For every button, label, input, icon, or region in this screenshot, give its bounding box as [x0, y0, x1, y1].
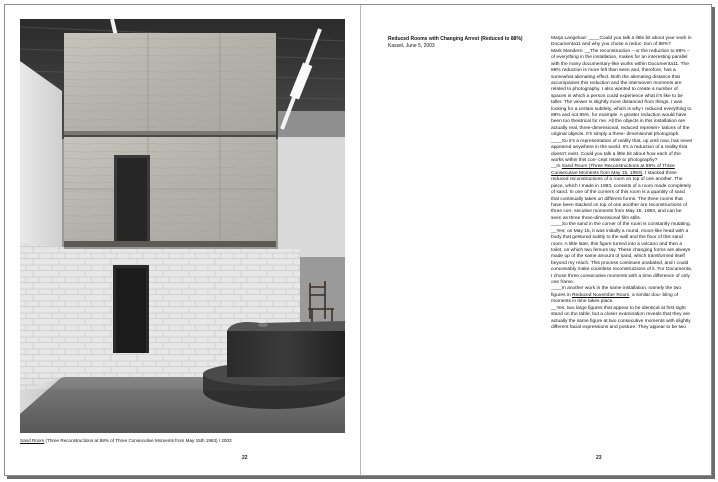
page-number-left: 22 — [242, 455, 248, 461]
caption-text: (Three Reconstructions at 88% of Three Consecutive Moments from May 15th 1993) / 2003 — [44, 438, 232, 443]
interview-paragraph — [551, 306, 693, 332]
para-text: __Yes, two large figures that appear to be identical at first sight stand on the table, but a closer examination reveals that they are actually the same figure at two consecutive moments with slightly different facial expressions and posture. They appear to be two — [551, 305, 691, 330]
page-number-right: 23 — [596, 455, 602, 461]
work-title: Sand Room (Three Reconstructions at 88% of Three Consecutive Moments from May 15, 1993) — [551, 164, 675, 176]
para-prefix: __In — [551, 164, 562, 170]
page-gutter — [360, 5, 361, 475]
para-text: __Yes; on May 15, it was initially a round, moon-like head with a body that gestured subtly to the wall and the floor of this sand room. A little later, this figure turned into a volcano and then a toilet, on which two femurs lay. These changing forms are always made up of the same amount of sand, which transformed itself beyond my reach. This process continues unabated, and I could conceivably make countless reconstructions of it. For Documenta, I chose three consecutive moments with a time difference of only one frame. — [551, 228, 693, 286]
interview-text — [551, 36, 693, 331]
para-text: Mark Manders: __The reconstruction – or the reduction to 88% – of everything in the installation, makes for an interesting parallel with the many documentary-like works within Documenta11. The 88% reduction is more felt than seen and, therefore, has a somewhat alienating effect. Both the alienating distance that accompanies this reduction and the interwoven moments are related to photography. I also wanted to create a number of spaces in which a person could experience what it’s like to be taller. The viewer is slightly more distanced from things. I was looking for a certain subtlety, which is why I reduced everything to 88% and not 85%, for example. A greater reduction would have been too theatrical for me. All the objects in this installation are actually real, three-dimensional, reduced represen- tations of the original objects. It’s simply a three- dimensional photograph. — [551, 48, 692, 138]
interview-paragraph — [551, 286, 693, 305]
essay-heading — [388, 36, 538, 50]
para-text: ____So it’s a representation of reality that, up until now, has never appeared anywhere in the world. It’s a reduction of a reality that doesn’t exist. Could you talk a little bit about how each of the works within this con- cept relate to photography? — [551, 138, 693, 164]
para-text: ____So the sand in the corner of the room is constantly mutating. — [551, 222, 692, 228]
essay-place-date: Kassel, June 5, 2003 — [388, 43, 435, 49]
interview-paragraph — [551, 164, 693, 222]
para-prefix: ____In another work in the same installation, namely the two figures in — [551, 286, 682, 298]
para-text: , I stacked three reduced reconstructions of a room on top of one another. The piece, which I made in 1993, consists of a room made completely of sand. In one of the corners of this room is a quantity of sand that continually takes on different forms. The three rooms that have been stacked on top of one another are reconstructions of three con- secutive moments from May 15, 1993, and can be seen as three three-dimensional film stills. — [551, 170, 692, 221]
interview-paragraph — [551, 139, 693, 165]
para-text: Marja Langeluur: ____Could you talk a little bit about your work in Documenta11 and why you chose a reduc- tion of 88%? — [551, 36, 692, 48]
installation-photograph — [20, 19, 345, 433]
interview-paragraph — [551, 36, 693, 49]
interview-paragraph — [551, 49, 693, 139]
work-title: Reduced November Room — [572, 292, 630, 298]
book-spread — [4, 4, 712, 476]
essay-title: Reduced Rooms with Changing Arrest (Reduced to 88%) — [388, 36, 523, 42]
para-text: , a similar dou- bling of moments in time takes place. — [551, 292, 679, 305]
caption-title: Sand Room — [20, 438, 45, 443]
photo-caption — [20, 438, 232, 444]
interview-paragraph — [551, 229, 693, 287]
